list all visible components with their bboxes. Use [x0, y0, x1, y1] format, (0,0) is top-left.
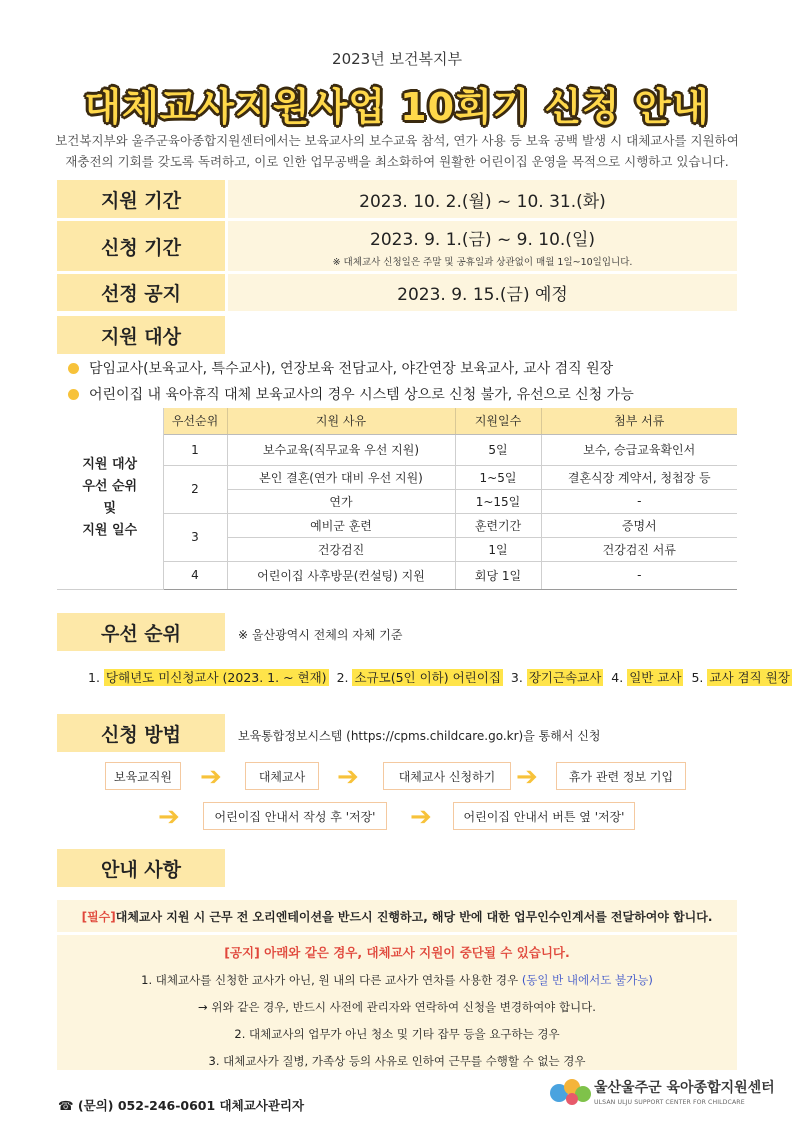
column-header: 지원 사유: [227, 408, 455, 434]
reason-cell: 연가: [227, 489, 455, 513]
intro-line: 보건복지부와 울주군육아종합지원센터에서는 보육교사의 보수교육 참석, 연가 사용 등 보육 공백 발생 시 대체교사를 지원하여: [55, 133, 739, 148]
days-cell: 훈련기간: [455, 513, 541, 537]
column-header: 지원일수: [455, 408, 541, 434]
priority-note: ※ 울산광역시 전체의 자체 기준: [238, 628, 403, 642]
priority-text: 교사 겸직 원장: [709, 670, 790, 685]
arrow-right-icon: ➔: [200, 762, 222, 792]
target-heading: 지원 대상: [57, 316, 225, 354]
row-label: 신청 기간: [57, 221, 225, 271]
arrow-right-icon: ➔: [158, 802, 180, 832]
notice-line: 3. 대체교사가 질병, 가족상 등의 사유로 인하여 근무를 수행할 수 없는 경우: [208, 1054, 586, 1068]
side-label-line: 지원 일수: [82, 523, 138, 539]
days-cell: 5일: [455, 434, 541, 465]
column-header: 첨부 서류: [541, 408, 737, 434]
side-label-line: 및: [103, 501, 117, 517]
bullet-dot-icon: [68, 363, 79, 374]
apply-period-value: 2023. 9. 1.(금) ~ 9. 10.(일): [370, 229, 595, 250]
intro-line: 재충전의 기회를 갖도록 독려하고, 이로 인한 업무공백을 최소화하여 원활한 어린이집 운영을 목적으로 시행하고 있습니다.: [65, 154, 729, 169]
notice-line: 2. 대체교사의 업무가 아닌 청소 및 기타 잡무 등을 요구하는 경우: [234, 1027, 560, 1041]
days-cell: 1~5일: [455, 465, 541, 489]
bullet-text: 담임교사(보육교사, 특수교사), 연장보육 전담교사, 야간연장 보육교사, 교사 겸직 원장: [89, 361, 614, 377]
required-text: 대체교사 지원 시 근무 전 오리엔테이션을 반드시 진행하고, 해당 반에 대한 업무인수인계서를 전달하여야 합니다.: [115, 909, 713, 924]
step-box: 대체교사: [245, 762, 319, 790]
priority-num: 3.: [510, 670, 523, 685]
apply-period-row: [57, 221, 737, 271]
method-note: 보육통합정보시스템 (https://cpms.childcare.go.kr)을 통해서 신청: [238, 729, 601, 743]
logo-subtitle: ULSAN ULJU SUPPORT CENTER FOR CHILDCARE: [594, 1098, 745, 1106]
table-side-label: [57, 408, 163, 589]
priority-text: 소규모(5인 이하) 어린이집: [354, 670, 501, 685]
notice-line: [57, 972, 737, 988]
required-tag: [필수]: [81, 909, 116, 924]
arrow-right-icon: ➔: [337, 762, 359, 792]
notice-line: → 위와 같은 경우, 반드시 사전에 관리자와 연락하여 신청을 변경하여야 합니다.: [198, 1000, 596, 1014]
contact-info: ☎ (문의) 052-246-0601 대체교사관리자: [58, 1098, 305, 1113]
docs-cell: -: [541, 489, 737, 513]
required-notice: [57, 900, 737, 932]
priority-text: 당해년도 미신청교사 (2023. 1. ~ 현재): [105, 670, 327, 685]
step-box: 대체교사 신청하기: [383, 762, 511, 790]
step-box: 휴가 관련 정보 기입: [556, 762, 686, 790]
support-period-row: [57, 180, 737, 218]
days-cell: 회당 1일: [455, 561, 541, 589]
rank-cell: 1: [163, 434, 227, 465]
priority-item: [511, 668, 603, 686]
support-period-value: 2023. 10. 2.(월) ~ 10. 31.(화): [359, 191, 606, 212]
row-value: [228, 221, 737, 271]
priority-item: [88, 668, 329, 686]
arrow-right-icon: ➔: [516, 762, 538, 792]
reason-cell: 예비군 훈련: [227, 513, 455, 537]
priority-text: 장기근속교사: [528, 670, 602, 685]
priority-num: 1.: [88, 670, 100, 685]
notice-heading: 안내 사항: [57, 849, 225, 887]
row-label: 선정 공지: [57, 274, 225, 311]
method-heading: 신청 방법: [57, 714, 225, 752]
column-header: 우선순위: [163, 408, 227, 434]
organization-label: 2023년 보건복지부: [332, 50, 462, 68]
intro-text: [40, 130, 754, 172]
step-box: 어린이집 안내서 버튼 옆 '저장': [453, 802, 635, 830]
docs-cell: 보수, 승급교육확인서: [541, 434, 737, 465]
side-label-line: 우선 순위: [82, 479, 138, 495]
arrow-right-icon: ➔: [410, 802, 432, 832]
bullet-item: [68, 358, 613, 378]
reason-cell: 보수교육(직무교육 우선 지원): [227, 434, 455, 465]
side-label-line: 지원 대상: [82, 457, 138, 473]
announcement-value: 2023. 9. 15.(금) 예정: [397, 285, 568, 305]
notice-line-highlight: (동일 반 내에서도 불가능): [521, 973, 653, 987]
days-cell: 1~15일: [455, 489, 541, 513]
center-logo: [548, 1073, 775, 1109]
announcement-row: [57, 274, 737, 311]
rank-cell: 4: [163, 561, 227, 589]
priority-item: [691, 668, 791, 686]
priority-num: 4.: [611, 670, 624, 685]
notice-box-title: [공지] 아래와 같은 경우, 대체교사 지원이 중단될 수 있습니다.: [224, 945, 570, 960]
priority-num: 5.: [691, 670, 704, 685]
priority-table: [57, 408, 737, 590]
notice-line-text: 1. 대체교사를 신청한 교사가 아닌, 원 내의 다른 교사가 연차를 사용한 경우: [141, 973, 522, 987]
reason-cell: 건강검진: [227, 537, 455, 561]
bullet-dot-icon: [68, 389, 79, 400]
table-header-row: [57, 408, 737, 434]
priority-text: 일반 교사: [629, 670, 682, 685]
center-logo-icon: [548, 1073, 594, 1109]
reason-cell: 본인 결혼(연가 대비 우선 지원): [227, 465, 455, 489]
row-value: [228, 180, 737, 218]
priority-item: [337, 668, 503, 686]
days-cell: 1일: [455, 537, 541, 561]
docs-cell: -: [541, 561, 737, 589]
docs-cell: 건강검진 서류: [541, 537, 737, 561]
page-title: 대체교사지원사업 10회기 신청 안내: [84, 85, 710, 129]
notice-box: [57, 935, 737, 1070]
priority-list: [88, 668, 792, 686]
priority-heading: 우선 순위: [57, 613, 225, 651]
bullet-text: 어린이집 내 육아휴직 대체 보육교사의 경우 시스템 상으로 신청 불가, 유선으로 신청 가능: [89, 387, 634, 403]
priority-item: [611, 668, 683, 686]
apply-period-note: ※ 대체교사 신청일은 주말 및 공휴일과 상관없이 매월 1일~10일입니다.: [332, 256, 633, 268]
logo-name: 울산울주군 육아종합지원센터: [594, 1079, 775, 1096]
row-value: [228, 274, 737, 311]
step-box: 어린이집 안내서 작성 후 '저장': [203, 802, 387, 830]
docs-cell: 결혼식장 계약서, 청첩장 등: [541, 465, 737, 489]
priority-num: 2.: [336, 670, 349, 685]
docs-cell: 증명서: [541, 513, 737, 537]
reason-cell: 어린이집 사후방문(컨설팅) 지원: [227, 561, 455, 589]
row-label: 지원 기간: [57, 180, 225, 218]
bullet-item: [68, 384, 634, 404]
rank-cell: 2: [163, 465, 227, 513]
step-box: 보육교직원: [105, 762, 181, 790]
rank-cell: 3: [163, 513, 227, 561]
